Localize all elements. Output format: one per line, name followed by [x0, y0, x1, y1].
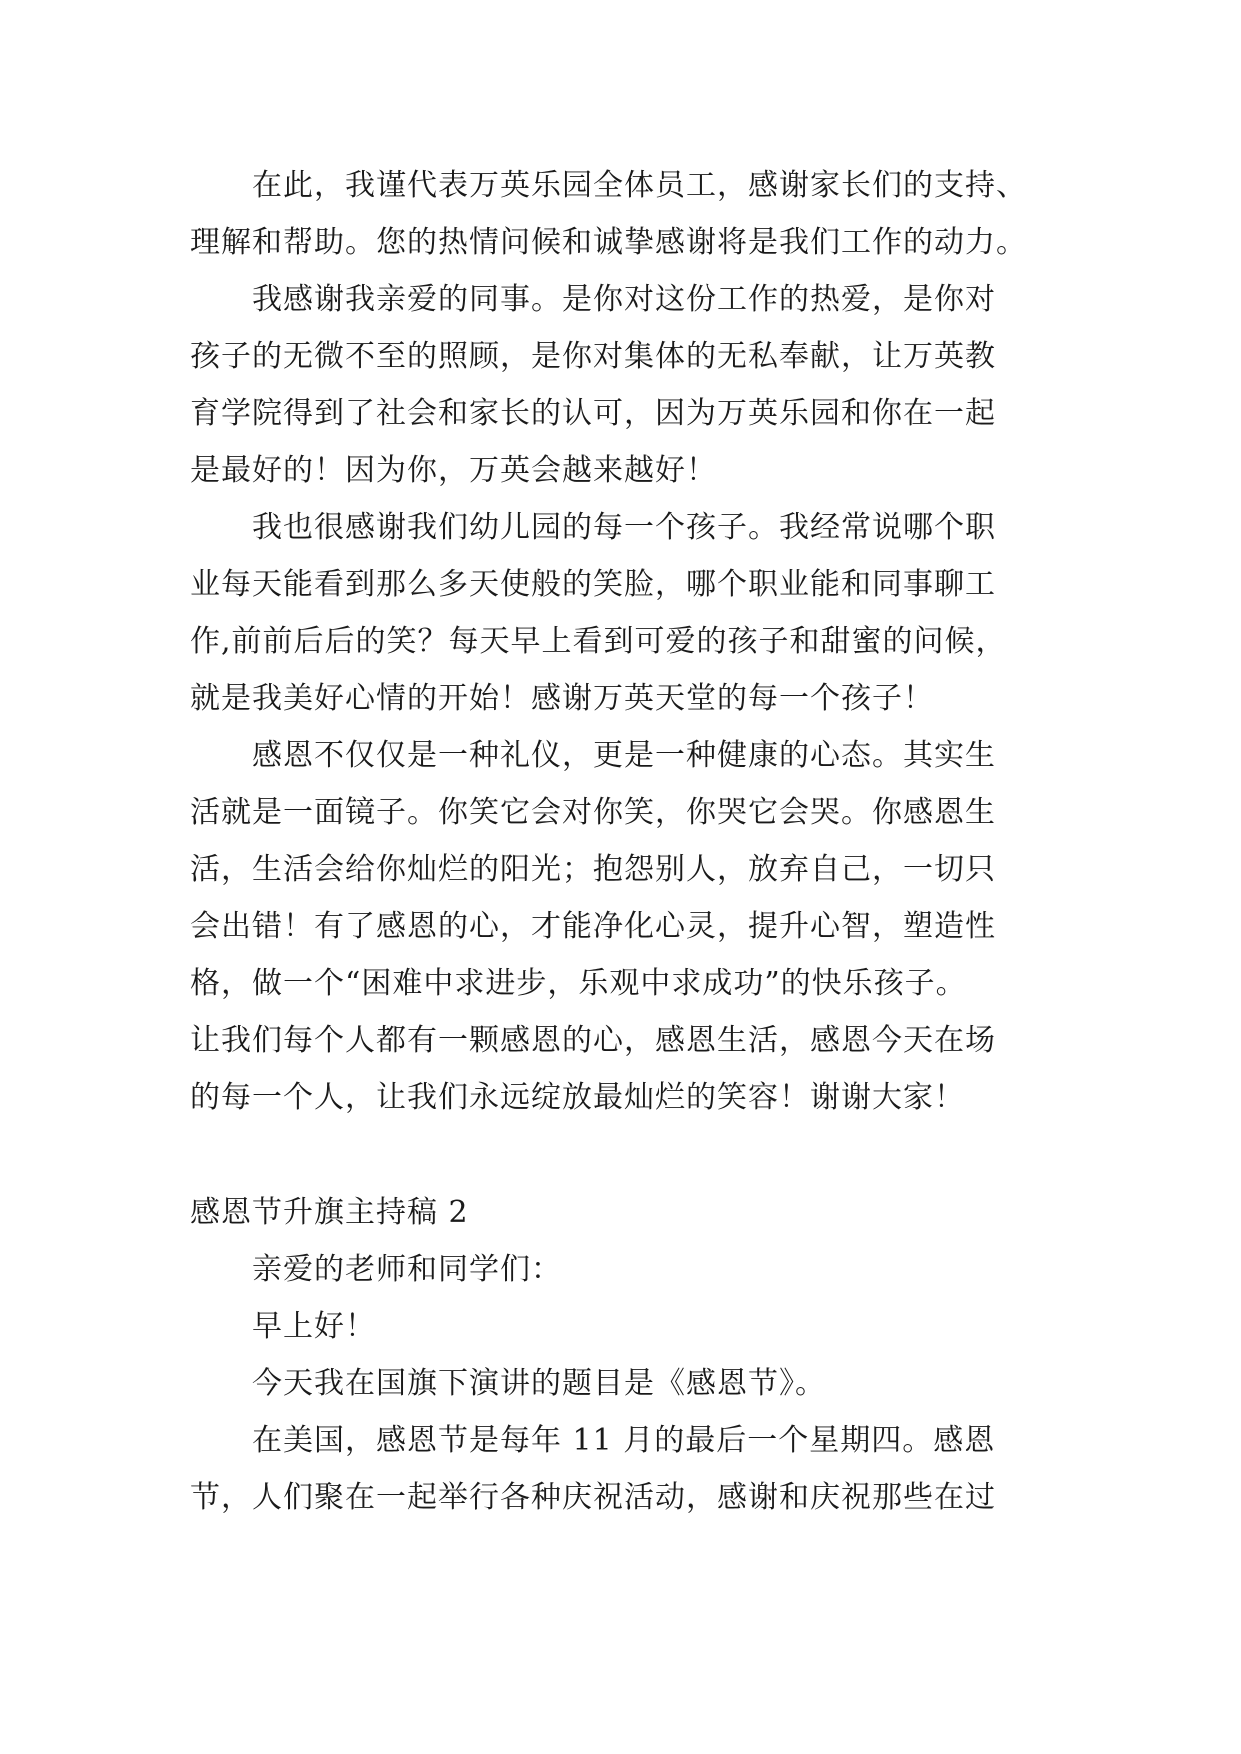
paragraph-line: 会出错！有了感恩的心，才能净化心灵，提升心智，塑造性 [190, 909, 996, 944]
paragraph-line: 让我们每个人都有一颗感恩的心，感恩生活，感恩今天在场 [190, 1023, 996, 1058]
paragraph-line: 业每天能看到那么多天使般的笑脸，哪个职业能和同事聊工 [190, 567, 996, 602]
paragraph-line: 我感谢我亲爱的同事。是你对这份工作的热爱，是你对 [252, 282, 996, 317]
paragraph-line: 是最好的！因为你，万英会越来越好！ [190, 453, 717, 488]
paragraph-line: 今天我在国旗下演讲的题目是《感恩节》。 [252, 1366, 826, 1401]
paragraph-line: 我也很感谢我们幼儿园的每一个孩子。我经常说哪个职 [252, 510, 996, 545]
paragraph-line: 就是我美好心情的开始！感谢万英天堂的每一个孩子！ [190, 681, 934, 716]
paragraph-line: 节，人们聚在一起举行各种庆祝活动，感谢和庆祝那些在过 [190, 1480, 996, 1515]
paragraph-line: 孩子的无微不至的照顾，是你对集体的无私奉献，让万英教 [190, 339, 996, 374]
paragraph-line: 活就是一面镜子。你笑它会对你笑，你哭它会哭。你感恩生 [190, 795, 996, 830]
paragraph-line: 理解和帮助。您的热情问候和诚挚感谢将是我们工作的动力。 [190, 225, 1027, 260]
paragraph-line: 活，生活会给你灿烂的阳光；抱怨别人，放弃自己，一切只 [190, 852, 996, 887]
paragraph-line: 作,前前后后的笑？每天早上看到可爱的孩子和甜蜜的问候， [190, 624, 1007, 659]
paragraph-line: 的每一个人，让我们永远绽放最灿烂的笑容！谢谢大家！ [190, 1080, 965, 1115]
paragraph-line: 亲爱的老师和同学们： [252, 1252, 562, 1287]
paragraph-line: 早上好！ [252, 1309, 376, 1344]
paragraph-line: 在此，我谨代表万英乐园全体员工，感谢家长们的支持、 [252, 168, 1027, 203]
paragraph-line: 感恩不仅仅是一种礼仪，更是一种健康的心态。其实生 [252, 738, 996, 773]
paragraph-line: 格，做一个“困难中求进步，乐观中求成功”的快乐孩子。 [190, 966, 967, 1001]
paragraph-line: 在美国，感恩节是每年 11 月的最后一个星期四。感恩 [252, 1423, 996, 1458]
section-heading: 感恩节升旗主持稿 2 [190, 1195, 469, 1230]
paragraph-line: 育学院得到了社会和家长的认可，因为万英乐园和你在一起 [190, 396, 996, 431]
